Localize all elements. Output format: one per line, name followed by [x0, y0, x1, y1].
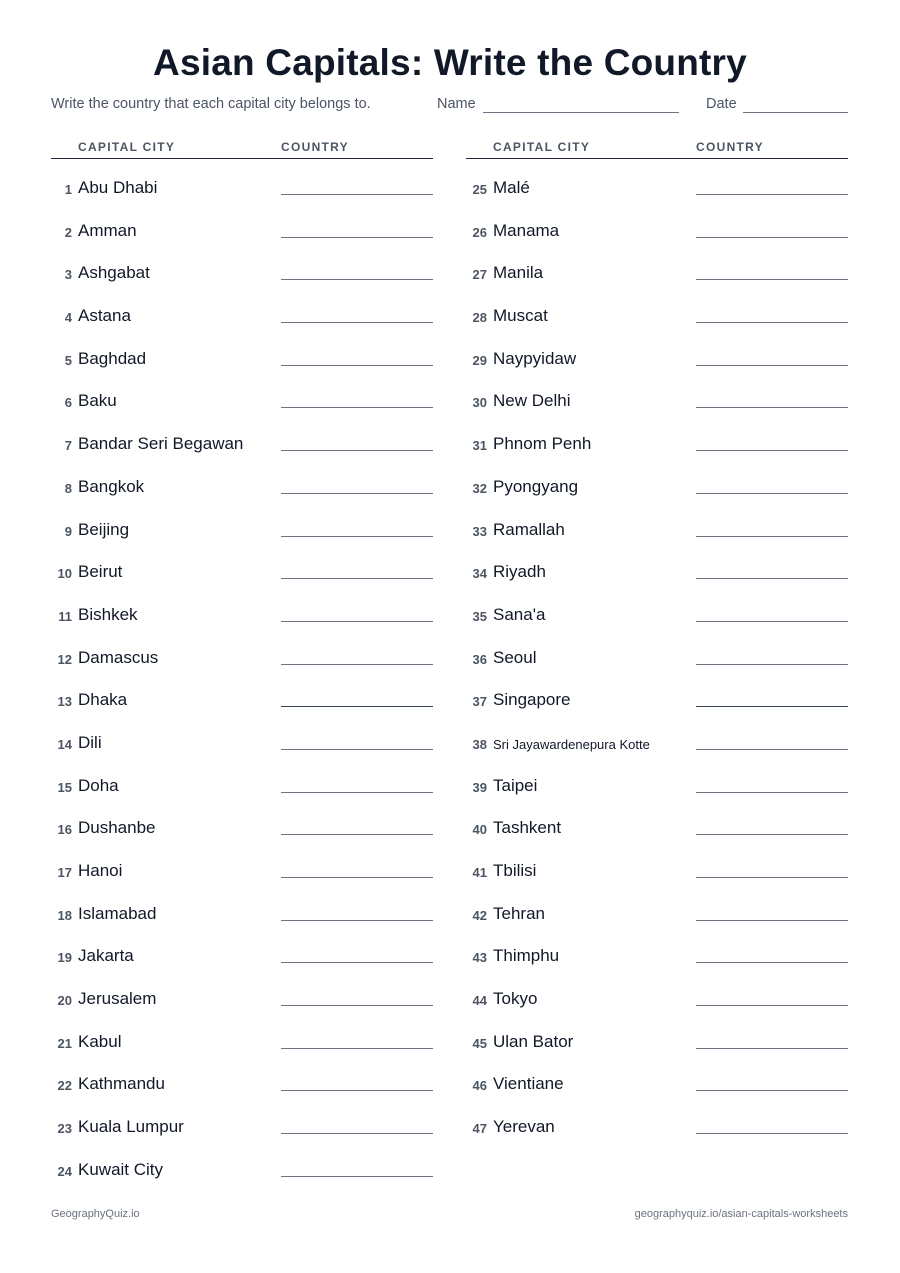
item-number: 30	[472, 395, 487, 411]
item-number: 34	[472, 566, 487, 582]
item-number: 45	[472, 1035, 487, 1051]
capital-city-name: Ramallah	[493, 519, 565, 539]
item-number: 16	[57, 822, 72, 838]
list-item	[51, 890, 433, 933]
capital-city-name: Hanoi	[78, 861, 123, 880]
capital-city-name: Sana'a	[493, 604, 546, 624]
page-title: Asian Capitals: Write the Country	[153, 42, 747, 83]
item-number: 43	[472, 950, 487, 966]
list-item	[466, 1103, 848, 1146]
list-item	[466, 591, 848, 634]
country-answer-line[interactable]	[281, 792, 433, 793]
country-answer-line[interactable]	[281, 536, 433, 537]
list-item	[466, 847, 848, 890]
country-answer-line[interactable]	[281, 664, 433, 665]
capital-city-name: Astana	[78, 306, 131, 326]
item-number: 15	[57, 779, 72, 795]
item-number: 8	[64, 480, 72, 496]
item-number: 39	[472, 779, 487, 795]
country-answer-line[interactable]	[696, 1133, 848, 1134]
list-item	[51, 1103, 433, 1146]
country-answer-line[interactable]	[281, 279, 433, 280]
country-answer-line[interactable]	[696, 279, 848, 280]
item-number: 3	[64, 267, 72, 283]
item-number: 21	[57, 1035, 72, 1051]
list-item	[51, 164, 433, 207]
item-number: 25	[472, 182, 487, 197]
item-number: 38	[472, 736, 487, 752]
list-item	[51, 1060, 433, 1103]
item-number: 36	[472, 651, 487, 667]
list-item	[51, 591, 433, 634]
list-item	[466, 463, 848, 506]
country-answer-line[interactable]	[281, 1176, 433, 1177]
left-column	[51, 138, 433, 1189]
item-number: 41	[472, 865, 487, 880]
capital-city-name: Muscat	[493, 306, 548, 326]
country-answer-line[interactable]	[696, 1048, 848, 1049]
capital-city-name: Seoul	[493, 647, 537, 667]
country-answer-line[interactable]	[281, 493, 433, 494]
country-answer-line[interactable]	[281, 621, 433, 622]
item-number: 27	[472, 267, 487, 283]
list-item	[466, 719, 848, 762]
instructions: Write the country that each capital city belongs to.	[51, 96, 371, 112]
item-number: 42	[472, 907, 487, 923]
list-item	[466, 804, 848, 847]
list-item	[51, 420, 433, 463]
country-answer-line[interactable]	[696, 664, 848, 665]
list-item	[466, 506, 848, 549]
capital-city-name: Ashgabat	[78, 263, 150, 283]
list-item	[466, 634, 848, 677]
country-answer-line[interactable]	[281, 322, 433, 323]
country-answer-line[interactable]	[696, 962, 848, 963]
country-answer-line[interactable]	[281, 962, 433, 963]
country-answer-line[interactable]	[696, 194, 848, 195]
item-number: 44	[472, 993, 487, 1009]
capital-city-name: Kuwait City	[78, 1159, 164, 1179]
capital-city-name: Bangkok	[78, 476, 145, 496]
capital-city-name: Vientiane	[493, 1074, 564, 1094]
list-item	[51, 1018, 433, 1061]
item-number: 17	[57, 865, 72, 880]
list-item	[466, 420, 848, 463]
list-item	[466, 975, 848, 1018]
list-item	[51, 292, 433, 335]
item-number: 10	[57, 566, 72, 582]
capital-city-name: Ulan Bator	[493, 1031, 574, 1051]
right-column	[466, 138, 848, 1146]
capital-city-name: Beijing	[78, 519, 130, 539]
list-item	[51, 676, 433, 719]
capital-city-name: Islamabad	[78, 903, 157, 923]
list-item	[466, 932, 848, 975]
column-header	[51, 138, 433, 159]
item-number: 12	[57, 651, 72, 667]
item-number: 35	[472, 608, 487, 624]
country-answer-line[interactable]	[696, 493, 848, 494]
capital-city-name: Bandar Seri Begawan	[78, 434, 244, 454]
country-answer-line[interactable]	[281, 237, 433, 238]
capital-city-header: CAPITAL CITY	[78, 140, 176, 154]
country-answer-line[interactable]	[281, 194, 433, 195]
date-field[interactable]	[743, 112, 848, 113]
item-number: 23	[57, 1121, 72, 1137]
country-answer-line[interactable]	[696, 1090, 848, 1091]
country-answer-line[interactable]	[281, 407, 433, 408]
item-number: 20	[57, 993, 72, 1009]
capital-city-name: Dhaka	[78, 690, 128, 710]
list-item	[51, 335, 433, 378]
capital-city-name: Dili	[78, 732, 102, 752]
list-item	[466, 676, 848, 719]
list-item	[51, 207, 433, 250]
capital-city-name: Manila	[493, 263, 544, 283]
capital-city-name: Kathmandu	[78, 1074, 165, 1094]
capital-city-name: Kabul	[78, 1031, 122, 1051]
list-item	[51, 719, 433, 762]
item-number: 31	[472, 438, 487, 454]
item-number: 11	[58, 608, 72, 624]
capital-city-name: Phnom Penh	[493, 434, 592, 454]
capital-city-name: Tokyo	[493, 989, 538, 1009]
capital-city-name: Jerusalem	[78, 989, 157, 1009]
country-answer-line[interactable]	[281, 1005, 433, 1006]
country-answer-line[interactable]	[696, 621, 848, 622]
capital-city-name: Pyongyang	[493, 476, 579, 496]
name-label: Name	[437, 96, 476, 112]
country-answer-line[interactable]	[281, 749, 433, 750]
right-rows	[466, 164, 848, 1146]
capital-city-name: Abu Dhabi	[78, 178, 158, 197]
list-item	[51, 804, 433, 847]
left-rows	[51, 164, 433, 1189]
capital-city-name: Amman	[78, 220, 137, 240]
list-item	[466, 548, 848, 591]
item-number: 46	[472, 1078, 487, 1094]
capital-city-name: Malé	[493, 178, 530, 197]
capital-city-name: Taipei	[493, 775, 538, 795]
list-item	[51, 249, 433, 292]
country-answer-line[interactable]	[281, 834, 433, 835]
list-item	[51, 377, 433, 420]
item-number: 32	[472, 480, 487, 496]
country-answer-line[interactable]	[696, 834, 848, 835]
capital-city-name: Riyadh	[493, 562, 546, 582]
capital-city-name: Manama	[493, 220, 560, 240]
capital-city-name: Kuala Lumpur	[78, 1117, 184, 1137]
item-number: 18	[57, 907, 72, 923]
capital-city-name: Baghdad	[78, 348, 147, 368]
capital-city-name: Tashkent	[493, 818, 562, 838]
capital-city-name: Jakarta	[78, 946, 134, 966]
country-answer-line[interactable]	[696, 237, 848, 238]
capital-city-name: Sri Jayawardenepura Kotte	[493, 736, 650, 752]
country-answer-line[interactable]	[281, 1133, 433, 1134]
country-header: COUNTRY	[281, 140, 349, 154]
capital-city-name: Singapore	[493, 690, 571, 710]
item-number: 40	[472, 822, 487, 838]
country-header: COUNTRY	[696, 140, 764, 154]
capital-city-name: Thimphu	[493, 946, 560, 966]
list-item	[466, 762, 848, 805]
list-item	[51, 847, 433, 890]
list-item	[51, 506, 433, 549]
country-answer-line[interactable]	[281, 1090, 433, 1091]
item-number: 24	[57, 1163, 72, 1179]
item-number: 7	[64, 438, 72, 454]
footer-url: geographyquiz.io/asian-capitals-worksheets	[634, 1208, 848, 1220]
capital-city-name: Damascus	[78, 647, 159, 667]
footer-brand: GeographyQuiz.io	[51, 1208, 140, 1220]
item-number: 6	[64, 395, 72, 411]
country-answer-line[interactable]	[696, 920, 848, 921]
capital-city-header: CAPITAL CITY	[493, 140, 591, 154]
capital-city-name: Doha	[78, 775, 119, 795]
country-answer-line[interactable]	[281, 450, 433, 451]
item-number: 13	[57, 694, 72, 710]
item-number: 19	[57, 950, 72, 966]
item-number: 37	[472, 694, 487, 710]
country-answer-line[interactable]	[696, 365, 848, 366]
item-number: 5	[64, 352, 72, 368]
country-answer-line[interactable]	[696, 407, 848, 408]
item-number: 4	[64, 310, 72, 326]
capital-city-name: Naypyidaw	[493, 348, 577, 368]
list-item	[466, 292, 848, 335]
list-item	[51, 634, 433, 677]
capital-city-name: Tehran	[493, 903, 545, 923]
item-number: 47	[472, 1121, 487, 1137]
list-item	[51, 1146, 433, 1189]
country-answer-line[interactable]	[281, 1048, 433, 1049]
list-item	[466, 890, 848, 933]
capital-city-name: Tbilisi	[493, 861, 537, 880]
country-answer-line[interactable]	[281, 920, 433, 921]
list-item	[51, 548, 433, 591]
country-answer-line[interactable]	[281, 706, 433, 707]
capital-city-name: Baku	[78, 391, 117, 411]
list-item	[466, 1018, 848, 1061]
country-answer-line[interactable]	[696, 578, 848, 579]
country-answer-line[interactable]	[696, 1005, 848, 1006]
capital-city-name: New Delhi	[493, 391, 571, 411]
date-label: Date	[706, 96, 737, 112]
item-number: 33	[472, 523, 487, 539]
country-answer-line[interactable]	[696, 536, 848, 537]
country-answer-line[interactable]	[696, 322, 848, 323]
column-header	[466, 138, 848, 159]
list-item	[466, 164, 848, 207]
country-answer-line[interactable]	[281, 877, 433, 878]
item-number: 9	[64, 523, 72, 539]
country-answer-line[interactable]	[696, 792, 848, 793]
capital-city-name: Bishkek	[78, 604, 138, 624]
country-answer-line[interactable]	[696, 877, 848, 878]
country-answer-line[interactable]	[281, 578, 433, 579]
list-item	[466, 249, 848, 292]
name-field[interactable]	[483, 112, 679, 113]
item-number: 14	[57, 736, 72, 752]
country-answer-line[interactable]	[696, 706, 848, 707]
list-item	[51, 463, 433, 506]
capital-city-name: Yerevan	[493, 1117, 555, 1137]
item-number: 1	[64, 182, 72, 197]
list-item	[51, 932, 433, 975]
list-item	[51, 975, 433, 1018]
country-answer-line[interactable]	[696, 450, 848, 451]
list-item	[466, 377, 848, 420]
item-number: 29	[472, 352, 487, 368]
capital-city-name: Dushanbe	[78, 818, 156, 838]
list-item	[466, 335, 848, 378]
item-number: 22	[57, 1078, 72, 1094]
country-answer-line[interactable]	[281, 365, 433, 366]
list-item	[466, 1060, 848, 1103]
item-number: 2	[64, 224, 72, 240]
list-item	[466, 207, 848, 250]
item-number: 28	[472, 310, 487, 326]
country-answer-line[interactable]	[696, 749, 848, 750]
item-number: 26	[472, 224, 487, 240]
capital-city-name: Beirut	[78, 562, 123, 582]
list-item	[51, 762, 433, 805]
